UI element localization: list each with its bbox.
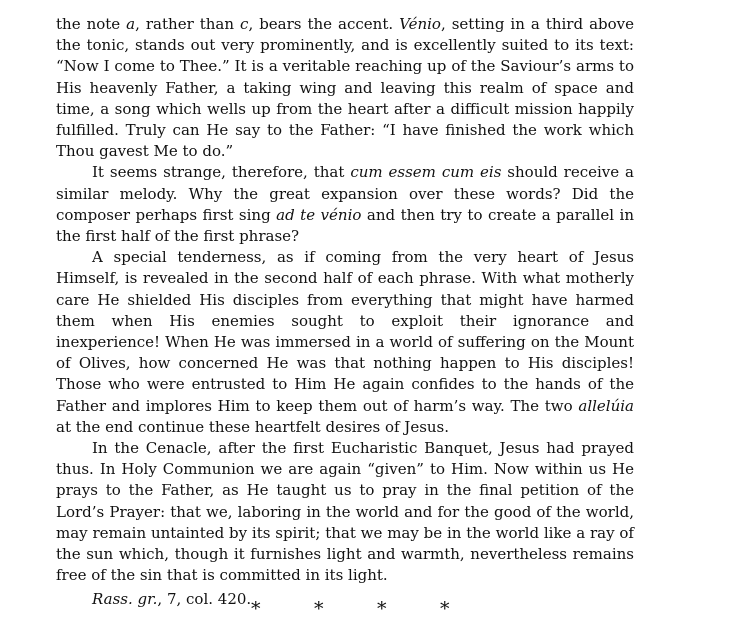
paragraph-1: [56, 14, 634, 162]
separator-star: *: [314, 598, 324, 620]
italic-term: Vénio: [399, 15, 441, 33]
italic-term: cum essem cum eis: [350, 163, 502, 182]
source-title: Rass. gr.: [92, 590, 158, 609]
text-run: It seems strange, therefore, that: [92, 163, 351, 182]
italic-term: a: [126, 15, 136, 33]
text-run: at the end continue these heartfelt desires of Jesus.: [56, 417, 450, 436]
text-run: the note: [56, 15, 127, 33]
document-page: [56, 14, 634, 611]
italic-term: ad te vénio: [276, 205, 362, 224]
paragraph-4: [56, 438, 634, 586]
italic-term: allelúia: [578, 396, 634, 415]
italic-term: c: [240, 15, 249, 33]
text-run: should receive a similar melody. Why the great expansion over these words? Did the composer perhaps first sing: [56, 163, 634, 224]
source-detail: , 7, col. 420.: [157, 590, 252, 609]
text-run: , setting in a third above the tonic, stands out very prominently, and is excellently suited to its text: “Now I come to Thee.” It is a veritable reaching up of the Saviour’s arms to His heavenly Father, a taking wing and leaving this realm of space and time, a song which wells up from the heart after a difficult mission happily fulfilled. Truly can He say to the Father: “I have finished the work which Thou gavest Me to do.”: [56, 15, 635, 161]
text-run: , bears the accent.: [248, 15, 400, 33]
separator-star: *: [251, 598, 261, 620]
paragraph-2: [56, 162, 634, 247]
separator-star: *: [377, 598, 387, 620]
text-run: and then try to create a parallel in the first half of the first phrase?: [56, 205, 634, 246]
paragraph-3: [56, 247, 634, 438]
text-run: A special tenderness, as if coming from the very heart of Jesus Himself, is revealed in the second half of each phrase. With what motherly care He shielded His disciples from everything that might have harmed them when His enemies sought to exploit their ignorance and inexperience! When He was immersed in a world of suffering on the Mount of Olives, how concerned He was that nothing happen to His disciples! Those who were entrusted to Him He again confides to the hands of the Father and implores Him to keep them out of harm’s way. The two: [56, 248, 634, 415]
section-separator: [0, 598, 744, 624]
text-run: , rather than: [135, 15, 241, 33]
separator-star: *: [440, 598, 450, 620]
text-run: In the Cenacle, after the first Eucharistic Banquet, Jesus had prayed thus. In Holy Communion we are again “given” to Him. Now within us He prays to the Father, as He taught us to pray in the final petition of the Lord’s Prayer: that we, laboring in the world and for the good of the world, may remain untainted by its spirit; that we may be in the world like a ray of the sun which, though it furnishes light and warmth, nevertheless remains free of the sin that is committed in its light.: [56, 439, 634, 585]
